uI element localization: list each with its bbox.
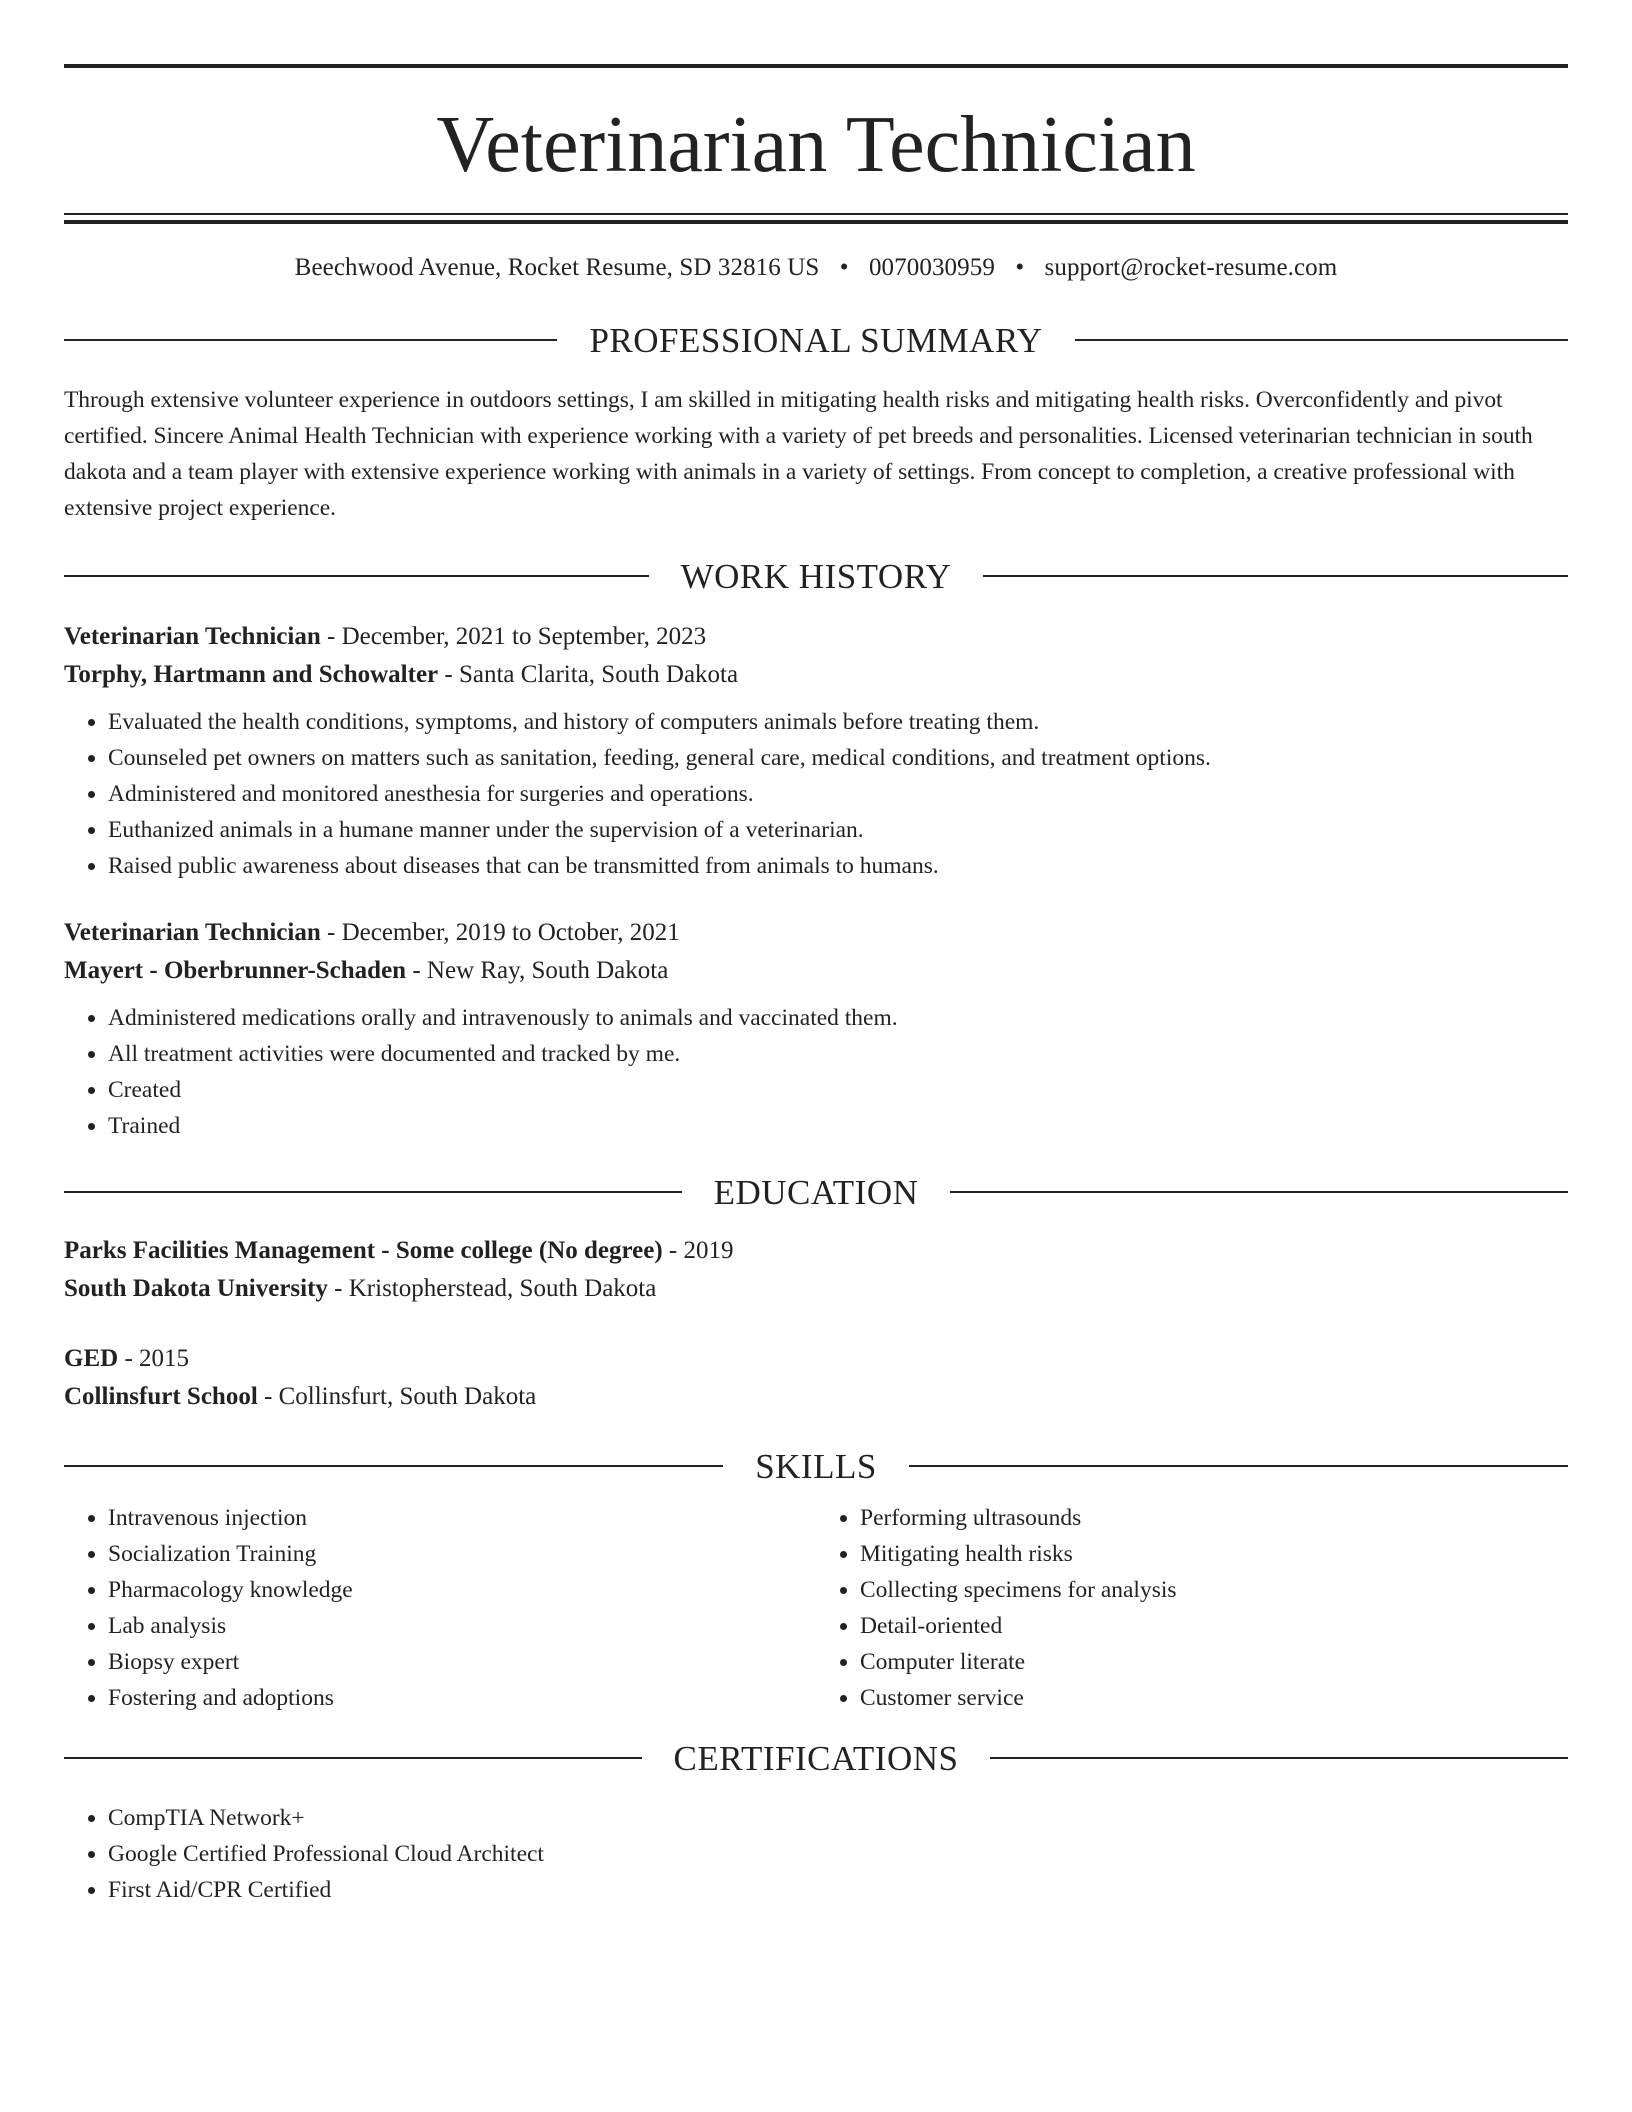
job-dates: - December, 2021 to September, 2023 [320, 623, 707, 650]
section-title: CERTIFICATIONS [673, 1738, 959, 1778]
job-entry [64, 618, 1568, 884]
job-title: Veterinarian Technician [64, 623, 321, 650]
contact-email[interactable]: support@rocket-resume.com [1044, 254, 1338, 281]
job-location: - Santa Clarita, South Dakota [438, 661, 739, 688]
education-entry [64, 1340, 1568, 1416]
contact-phone[interactable]: 0070030959 [868, 254, 995, 281]
list-item: • Administered and monitored anesthesia for surgeries and operations. [108, 776, 1568, 812]
job-title-line [64, 914, 1568, 952]
list-item: • Customer service [860, 1680, 1568, 1716]
section-rule-left [64, 1191, 682, 1193]
list-item: • Lab analysis [108, 1608, 816, 1644]
education-school-line [64, 1378, 1568, 1416]
summary-paragraph: Through extensive volunteer experience in outdoors settings, I am skilled in mitigating health risks and mitigating health risks. Overconfidently and pivot certified. Sincere Animal Health Technician with experience working with a variety of pet breeds and personalities. Licensed veterinarian technician in south dakota and a team player with extensive experience working with animals in a variety of settings. From concept to completion, a creative professional with extensive project experience. [64, 387, 1533, 521]
section-rule-left [64, 575, 649, 577]
list-item: • CompTIA Network+ [108, 1800, 1568, 1836]
section-header-certifications [64, 1738, 1568, 1778]
job-bullets [64, 704, 1568, 884]
section-title: WORK HISTORY [680, 556, 952, 596]
resume-title: Veterinarian Technician [436, 101, 1196, 189]
section-header-summary [64, 320, 1568, 360]
job-location: - New Ray, South Dakota [406, 957, 669, 984]
section-rule-right [909, 1465, 1568, 1467]
section-header-education [64, 1172, 1568, 1212]
contact-separator: • [1015, 254, 1025, 281]
contact-line [64, 254, 1568, 282]
section-title: PROFESSIONAL SUMMARY [589, 320, 1043, 360]
education-location: - Kristopherstead, South Dakota [327, 1275, 657, 1302]
skills-list-left [64, 1500, 816, 1716]
education-degree-line [64, 1232, 1568, 1270]
list-item: • Biopsy expert [108, 1644, 816, 1680]
contact-separator: • [839, 254, 849, 281]
list-item: • All treatment activities were documented and tracked by me. [108, 1036, 1568, 1072]
list-item: • Computer literate [860, 1644, 1568, 1680]
section-rule-right [990, 1757, 1568, 1759]
list-item: • Pharmacology knowledge [108, 1572, 816, 1608]
job-company-line [64, 952, 1568, 990]
list-item: • Performing ultrasounds [860, 1500, 1568, 1536]
list-item: • Evaluated the health conditions, symptoms, and history of computers animals before treating them. [108, 704, 1568, 740]
job-title-line [64, 618, 1568, 656]
job-title: Veterinarian Technician [64, 919, 321, 946]
education-school: Collinsfurt School [64, 1383, 258, 1410]
list-item: • Intravenous injection [108, 1500, 816, 1536]
section-header-work-history [64, 556, 1568, 596]
top-rule [64, 64, 1568, 68]
list-item: • Google Certified Professional Cloud Architect [108, 1836, 1568, 1872]
job-company: Torphy, Hartmann and Schowalter [64, 661, 439, 688]
list-item: • Trained [108, 1108, 1568, 1144]
section-header-skills [64, 1446, 1568, 1486]
education-school: South Dakota University [64, 1275, 328, 1302]
list-item: • Fostering and adoptions [108, 1680, 816, 1716]
contact-address: Beechwood Avenue, Rocket Resume, SD 32816 US [294, 254, 820, 281]
list-item: • Socialization Training [108, 1536, 816, 1572]
education-entry [64, 1232, 1568, 1308]
list-item: • Administered medications orally and intravenously to animals and vaccinated them. [108, 1000, 1568, 1036]
section-rule-right [1075, 339, 1568, 341]
section-rule-left [64, 1757, 642, 1759]
list-item: • Detail-oriented [860, 1608, 1568, 1644]
job-entry [64, 914, 1568, 1144]
section-rule-right [983, 575, 1568, 577]
education-school-line [64, 1270, 1568, 1308]
certifications-list [64, 1800, 1568, 1908]
section-rule-left [64, 339, 557, 341]
skills-list-right [816, 1500, 1568, 1716]
section-rule-right [950, 1191, 1568, 1193]
list-item: • Euthanized animals in a humane manner under the supervision of a veterinarian. [108, 812, 1568, 848]
education-year: - 2019 [662, 1237, 734, 1264]
resume-page [64, 64, 1568, 1908]
title-double-rule [64, 213, 1568, 224]
job-dates: - December, 2019 to October, 2021 [320, 919, 680, 946]
list-item: • Mitigating health risks [860, 1536, 1568, 1572]
job-bullets [64, 1000, 1568, 1144]
education-location: - Collinsfurt, South Dakota [257, 1383, 537, 1410]
skills-columns [64, 1500, 1568, 1716]
job-company: Mayert - Oberbrunner-Schaden [64, 957, 407, 984]
education-degree-line [64, 1340, 1568, 1378]
section-title: EDUCATION [713, 1172, 919, 1212]
job-company-line [64, 656, 1568, 694]
section-rule-left [64, 1465, 723, 1467]
education-year: - 2015 [118, 1345, 190, 1372]
list-item: • First Aid/CPR Certified [108, 1872, 1568, 1908]
list-item: • Created [108, 1072, 1568, 1108]
list-item: • Raised public awareness about diseases that can be transmitted from animals to humans. [108, 848, 1568, 884]
section-title: SKILLS [755, 1446, 877, 1486]
list-item: • Collecting specimens for analysis [860, 1572, 1568, 1608]
list-item: • Counseled pet owners on matters such as sanitation, feeding, general care, medical conditions, and treatment options. [108, 740, 1568, 776]
education-degree: GED [64, 1345, 119, 1372]
education-degree: Parks Facilities Management - Some college (No degree) [64, 1237, 663, 1264]
